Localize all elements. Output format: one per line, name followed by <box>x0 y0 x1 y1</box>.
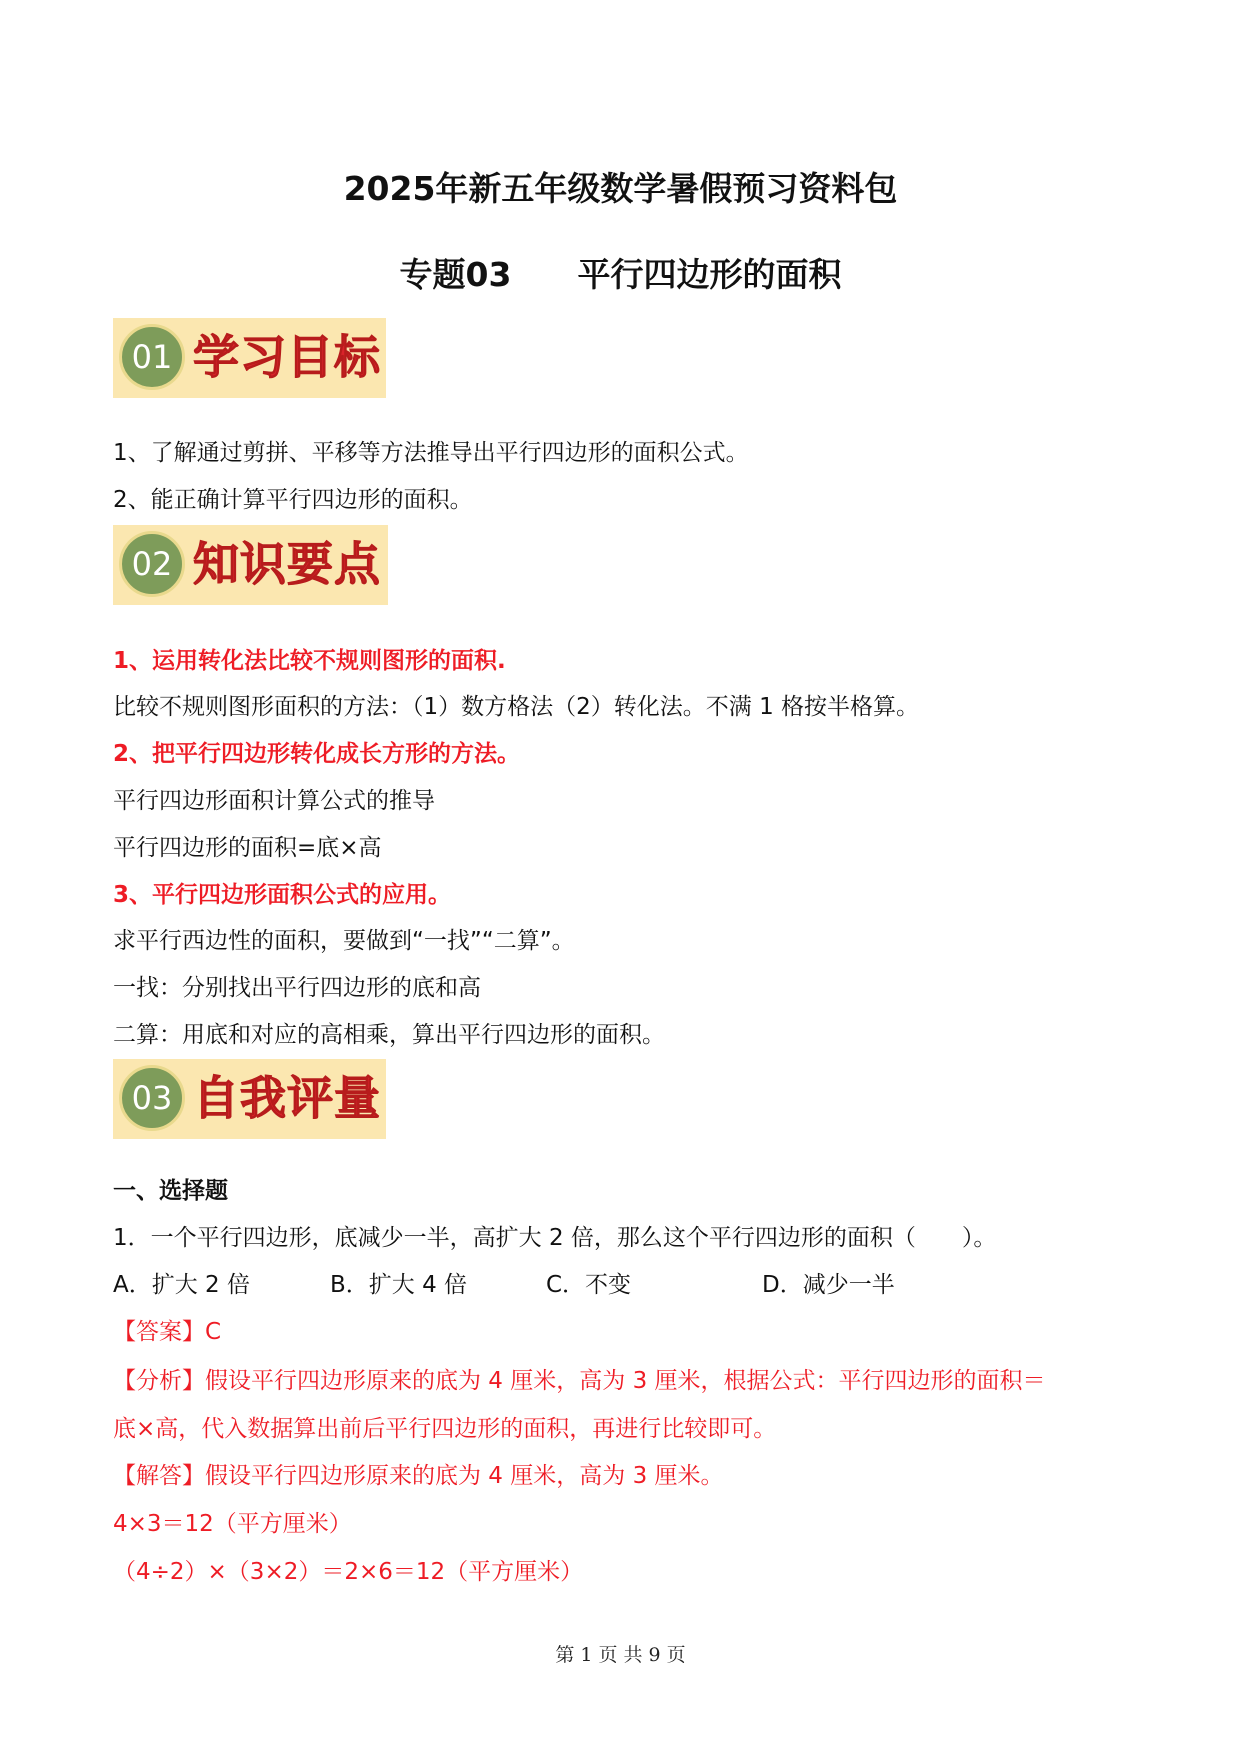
section-number: 03 <box>119 1065 185 1131</box>
point-heading: 3、平行四边形面积公式的应用。 <box>113 882 452 908</box>
quiz-heading: 一、选择题 <box>113 1178 228 1204</box>
section-number: 01 <box>119 324 185 390</box>
section-label: 知识要点 <box>193 537 381 591</box>
section-number: 02 <box>119 531 185 597</box>
calculation-line: 4×3＝12（平方厘米） <box>113 1511 352 1537</box>
goal-item: 1、了解通过剪拼、平移等方法推导出平行四边形的面积公式。 <box>113 440 749 466</box>
option-a: A．扩大 2 倍 <box>113 1272 250 1298</box>
section-badge-self-assessment <box>113 1059 386 1139</box>
solution-text: 【解答】假设平行四边形原来的底为 4 厘米，高为 3 厘米。 <box>113 1463 724 1489</box>
point-text: 求平行西边性的面积，要做到“一找”“二算”。 <box>113 928 575 954</box>
section-badge-knowledge <box>113 525 388 605</box>
calculation-line: （4÷2）×（3×2）＝2×6＝12（平方厘米） <box>113 1559 584 1585</box>
option-d: D．减少一半 <box>762 1272 895 1298</box>
option-b: B．扩大 4 倍 <box>330 1272 468 1298</box>
goal-item: 2、能正确计算平行四边形的面积。 <box>113 487 473 513</box>
section-label: 学习目标 <box>193 330 381 384</box>
analysis-text: 底×高，代入数据算出前后平行四边形的面积，再进行比较即可。 <box>113 1416 777 1442</box>
section-label: 自我评量 <box>193 1071 381 1125</box>
point-heading: 1、运用转化法比较不规则图形的面积. <box>113 648 506 674</box>
point-text: 平行四边形的面积=底×高 <box>113 835 382 861</box>
section-badge-goals <box>113 318 386 398</box>
point-text: 平行四边形面积计算公式的推导 <box>113 788 435 814</box>
document-title: 2025年新五年级数学暑假预习资料包 <box>343 169 898 208</box>
point-text: 比较不规则图形面积的方法：（1）数方格法（2）转化法。不满 1 格按半格算。 <box>113 694 920 720</box>
point-text: 二算：用底和对应的高相乘，算出平行四边形的面积。 <box>113 1022 665 1048</box>
analysis-text: 【分析】假设平行四边形原来的底为 4 厘米，高为 3 厘米，根据公式：平行四边形的面积＝ <box>113 1368 1046 1394</box>
point-heading: 2、把平行四边形转化成长方形的方法。 <box>113 741 521 767</box>
option-c: C．不变 <box>546 1272 632 1298</box>
document-subtitle: 专题03 平行四边形的面积 <box>399 255 842 294</box>
point-text: 一找：分别找出平行四边形的底和高 <box>113 975 481 1001</box>
question-text: 1．一个平行四边形，底减少一半，高扩大 2 倍，那么这个平行四边形的面积（ ）。 <box>113 1225 997 1251</box>
page-footer: 第 1 页 共 9 页 <box>555 1644 686 1666</box>
answer-text: 【答案】C <box>113 1319 222 1345</box>
